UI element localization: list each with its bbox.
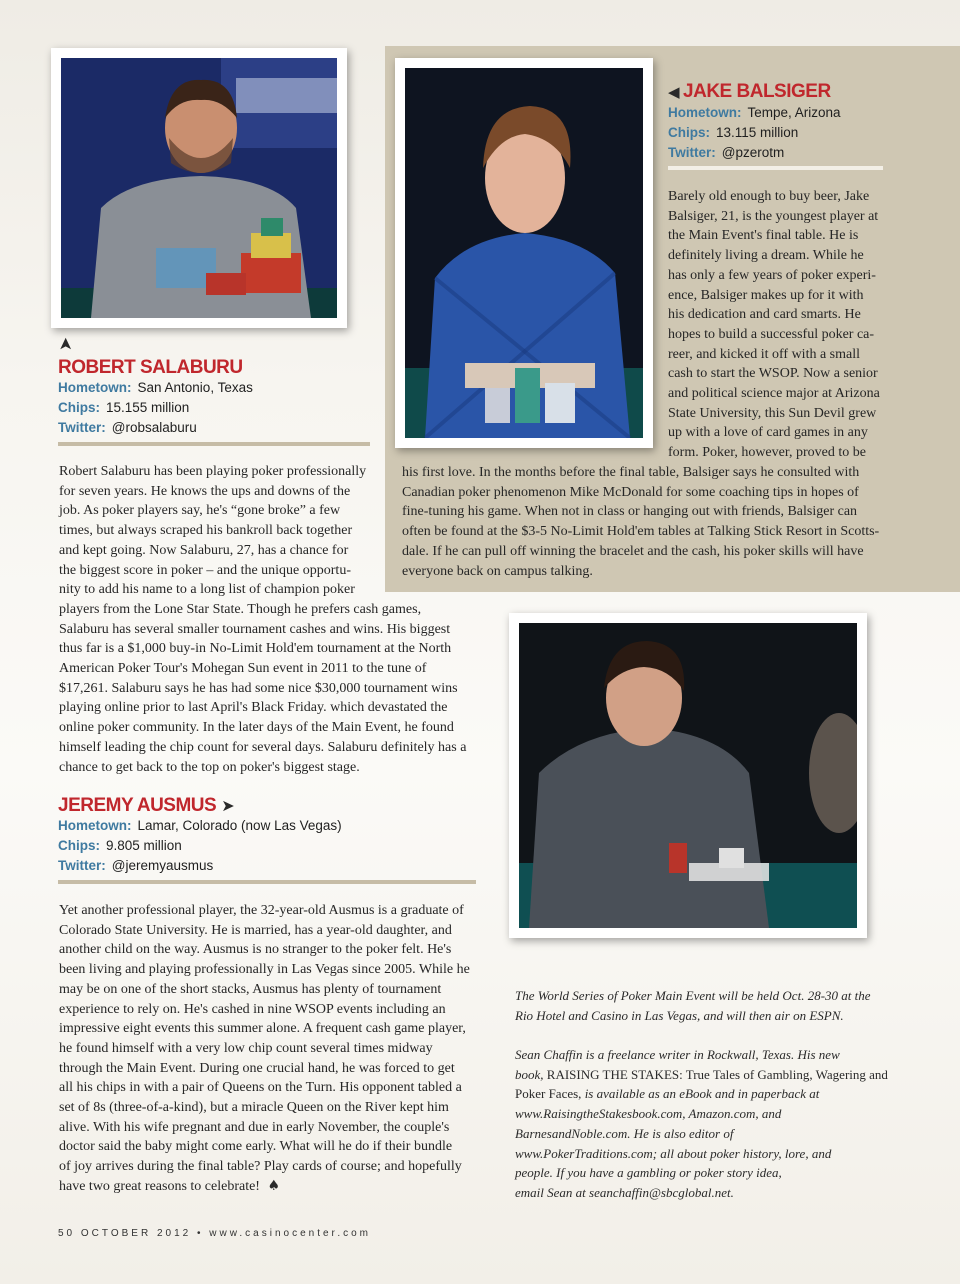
balsiger-chips-value: 13.115 million — [716, 125, 799, 140]
ausmus-hometown-value: Lamar, Colorado (now Las Vegas) — [137, 818, 342, 833]
balsiger-bio-line: Balsiger, 21, is the youngest player at — [668, 208, 879, 224]
author-line-suffix: is available as an eBook and in paperback at — [581, 1086, 820, 1102]
salaburu-bio-line: himself leading the chip count for several days. Salaburu definitely has a — [59, 739, 467, 755]
photo-balsiger — [395, 58, 653, 448]
ausmus-bio-line — [59, 1177, 489, 1197]
salaburu-bio-line: thus far is a $1,000 buy-in No-Limit Hold'em tournament at the North — [59, 641, 452, 657]
salaburu-twitter — [58, 420, 197, 435]
salaburu-name: ROBERT SALABURU — [58, 357, 243, 378]
salaburu-chips-value: 15.155 million — [106, 400, 190, 415]
author-line: BarnesandNoble.com. He is also editor of — [515, 1125, 734, 1141]
balsiger-divider — [668, 166, 883, 170]
ausmus-hometown — [58, 818, 342, 833]
balsiger-bio-line: everyone back on campus talking. — [402, 563, 593, 579]
balsiger-bio-line: Canadian poker phenomenon Mike McDonald for some coaching tips in hopes of — [402, 484, 859, 500]
ausmus-twitter — [58, 858, 213, 873]
salaburu-bio-line: and kept going. Now Salaburu, 27, has a chance for — [59, 542, 349, 558]
salaburu-hometown-value: San Antonio, Texas — [137, 380, 253, 395]
author-line: Sean Chaffin is a freelance writer in Rockwall, Texas. His new — [515, 1047, 840, 1062]
ausmus-bio-line: another child on the way. Ausmus is no stranger to the poker felt. He's — [59, 942, 452, 958]
salaburu-divider — [58, 442, 370, 446]
balsiger-hometown — [668, 105, 841, 120]
book-title: RAISING THE STAKES: True Tales of Gambling, Wagering and — [546, 1066, 888, 1082]
balsiger-bio-line: definitely living a dream. While he — [668, 248, 864, 264]
balsiger-bio-line: form. Poker, however, proved to be — [668, 445, 866, 461]
balsiger-bio-line: State University, this Sun Devil grew — [668, 405, 877, 421]
salaburu-bio-line: Salaburu has several smaller tournament cashes and wins. His biggest — [59, 621, 451, 637]
author-line — [515, 1084, 905, 1104]
page-footer — [58, 1228, 371, 1239]
caption-line: Rio Hotel and Casino in Las Vegas, and will then air on ESPN. — [515, 1007, 844, 1023]
balsiger-name — [668, 81, 831, 103]
salaburu-chips — [58, 400, 189, 415]
salaburu-bio-line: for seven years. He knows the ups and downs of the — [59, 483, 351, 499]
balsiger-bio-line: often be found at the $3-5 No-Limit Hold'em tables at Talking Stick Resort in Scotts- — [402, 524, 880, 540]
author-line: www.PokerTraditions.com; all about poker history, lore, and — [515, 1145, 832, 1161]
balsiger-bio-line: dale. If he can pull off winning the bracelet and the cash, his poker skills will have — [402, 543, 864, 559]
author-line: email Sean at seanchaffin@sbcglobal.net. — [515, 1184, 734, 1200]
twitter-label: Twitter: — [58, 420, 106, 435]
balsiger-bio-line: has only a few years of poker experi- — [668, 267, 876, 283]
hometown-label: Hometown: — [668, 105, 742, 120]
hometown-label: Hometown: — [58, 818, 132, 833]
caption-line: The World Series of Poker Main Event will be held Oct. 28-30 at the — [515, 988, 871, 1003]
balsiger-bio-line: fine-tuning his game. When not in class or hanging out with friends, Balsiger can — [402, 504, 858, 520]
balsiger-bio-line: hopes to build a successful poker ca- — [668, 326, 875, 342]
balsiger-twitter — [668, 145, 784, 160]
ausmus-bio-line: all his chips in with a pair of Queens on the Turn. His opponent tabled a — [59, 1080, 462, 1096]
hometown-label: Hometown: — [58, 380, 132, 395]
arrow-up-icon: ➤ — [56, 336, 77, 352]
ausmus-bio-line: through the Main Event. During one crucial hand, he was forced to get — [59, 1060, 455, 1076]
author-line-prefix: book, — [515, 1066, 547, 1082]
balsiger-bio-narrow — [668, 187, 888, 463]
chips-label: Chips: — [58, 838, 100, 853]
book-title-end: Poker Faces, — [515, 1086, 582, 1102]
author-note — [515, 1045, 905, 1203]
balsiger-name-text: JAKE BALSIGER — [683, 81, 831, 102]
balsiger-bio-line: ence, Balsiger makes up for it with — [668, 287, 864, 303]
author-line: www.RaisingtheStakesbook.com, Amazon.com, and — [515, 1106, 782, 1122]
ausmus-bio-line: impressive eight events this summer alone. A frequent cash game player, — [59, 1021, 466, 1037]
balsiger-bio-line: his first love. In the months before the final table, Balsiger says he consulted with — [402, 465, 860, 480]
salaburu-bio-line: the biggest score in poker – and the unique opportu- — [59, 562, 351, 578]
ausmus-bio-line: doctor said the baby might come early. What will he do if their bundle — [59, 1139, 453, 1155]
chips-label: Chips: — [58, 400, 100, 415]
ausmus-bio-line: experience to rely on. He's cashed in nine WSOP events including an — [59, 1001, 446, 1017]
ausmus-bio-line: set of 8s (three-of-a-kind), but a miracle Queen on the River kept him — [59, 1100, 449, 1116]
twitter-label: Twitter: — [58, 858, 106, 873]
ausmus-chips-value: 9.805 million — [106, 838, 182, 853]
ausmus-bio-last: have two great reasons to celebrate! — [59, 1178, 260, 1194]
ausmus-divider — [58, 880, 476, 884]
balsiger-twitter-value: @pzerotm — [721, 145, 785, 160]
ausmus-chips — [58, 838, 182, 853]
salaburu-bio-line: job. As poker players say, he's “gone broke” a few — [59, 503, 341, 519]
ausmus-bio-line: Yet another professional player, the 32-year-old Ausmus is a graduate of — [59, 903, 464, 918]
website-link[interactable]: www.casinocenter.com — [209, 1228, 371, 1239]
salaburu-bio-line: nity to add his name to a long list of champion poker — [59, 582, 355, 598]
photo-salaburu — [51, 48, 347, 328]
salaburu-bio-line: players from the Lone Star State. Though he prefers cash games, — [59, 601, 422, 617]
footer-separator: • — [196, 1228, 204, 1239]
arrow-left-icon: ◀ — [668, 83, 680, 101]
balsiger-bio-wide — [402, 463, 892, 581]
salaburu-bio-line: Robert Salaburu has been playing poker professionally — [59, 464, 367, 479]
ausmus-bio-line: of joy arrives during the final table? Play cards of course; and hopefully — [59, 1159, 462, 1175]
ausmus-bio-line: been living and playing professionally in Las Vegas since 2005. While he — [59, 962, 470, 978]
author-line — [515, 1065, 905, 1085]
salaburu-bio-line: times, but always scraped his bankroll back together — [59, 523, 353, 539]
balsiger-bio-line: Barely old enough to buy beer, Jake — [668, 189, 870, 204]
salaburu-bio-line: playing online prior to last April's Black Friday. which devastated the — [59, 700, 448, 716]
author-line: people. If you have a gambling or poker story idea, — [515, 1165, 782, 1181]
balsiger-hometown-value: Tempe, Arizona — [747, 105, 841, 120]
salaburu-bio-line: $17,261. Salaburu says he has had some nice $30,000 tournament wins — [59, 680, 458, 696]
photo-ausmus — [509, 613, 867, 938]
twitter-label: Twitter: — [668, 145, 716, 160]
ausmus-bio — [59, 901, 489, 1197]
spade-icon: ♠ — [267, 1177, 281, 1194]
salaburu-bio-line: chance to get back to the top on poker's biggest stage. — [59, 759, 360, 775]
balsiger-bio-line: up with a love of card games in any — [668, 425, 868, 441]
issue-date: OCTOBER 2012 — [80, 1228, 192, 1239]
event-caption — [515, 986, 895, 1025]
salaburu-hometown — [58, 380, 253, 395]
salaburu-bio-line: American Poker Tour's Mohegan Sun event in 2011 to the tune of — [59, 661, 427, 677]
ausmus-bio-line: he found himself with a very low chip count several times midway — [59, 1040, 433, 1056]
salaburu-bio-line: online poker community. In the later days of the Main Event, he found — [59, 720, 454, 736]
chips-label: Chips: — [668, 125, 710, 140]
ausmus-name-text: JEREMY AUSMUS — [58, 795, 217, 816]
balsiger-bio-line: his dedication and card smarts. He — [668, 307, 861, 323]
ausmus-bio-line: may be on one of the short stacks, Ausmus has plenty of tournament — [59, 981, 442, 997]
balsiger-bio-line: reer, and kicked it off with a small — [668, 346, 861, 362]
balsiger-bio-line: and political science major at Arizona — [668, 386, 880, 402]
ausmus-bio-line: alive. With his wife pregnant and due in early November, the couple's — [59, 1119, 450, 1135]
page-number: 50 — [58, 1228, 76, 1239]
ausmus-twitter-value: @jeremyausmus — [111, 858, 214, 873]
ausmus-name — [58, 795, 234, 817]
arrow-right-icon: ➤ — [221, 796, 235, 815]
balsiger-bio-line: cash to start the WSOP. Now a senior — [668, 366, 878, 382]
balsiger-bio-line: the Main Event's final table. He is — [668, 228, 859, 244]
salaburu-twitter-value: @robsalaburu — [111, 420, 197, 435]
balsiger-chips — [668, 125, 798, 140]
ausmus-bio-line: Colorado State University. He is married, has a year-old daughter, and — [59, 922, 452, 938]
